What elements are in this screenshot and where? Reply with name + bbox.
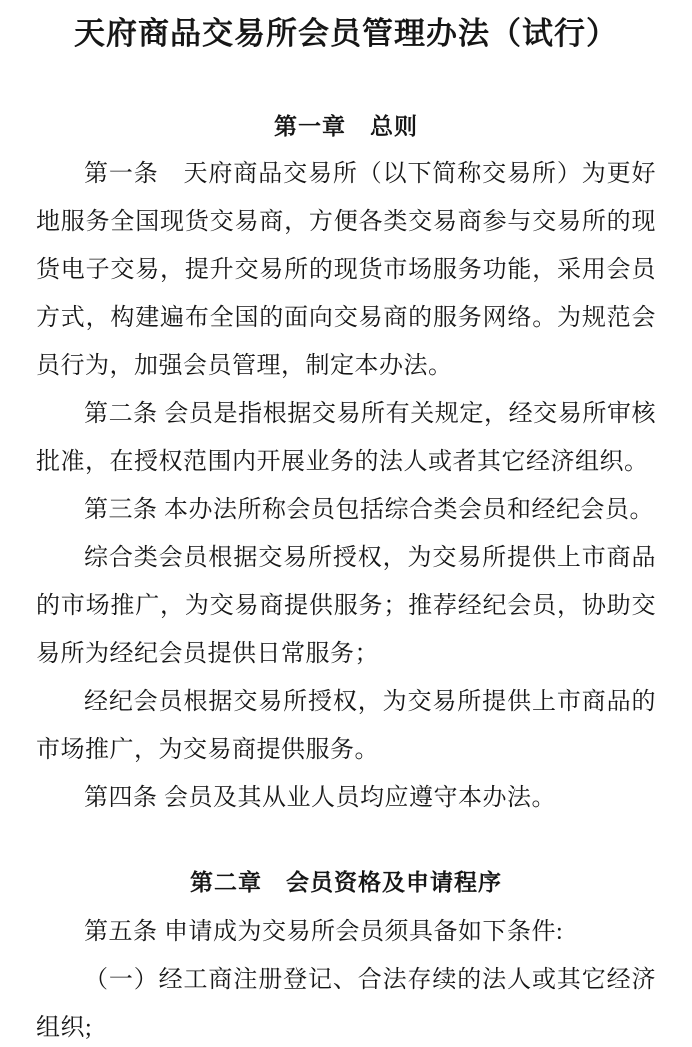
paragraph-broker-members: 经纪会员根据交易所授权，为交易所提供上市商品的市场推广，为交易商提供服务。 <box>36 689 656 763</box>
section-chapter-2 <box>36 866 656 1047</box>
paragraph-article-1: 第一条 天府商品交易所（以下简称交易所）为更好地服务全国现货交易商，方便各类交易商参与交易所的现货电子交易，提升交易所的现货市场服务功能，采用会员方式，构建遍布全国的面向交易商的服务网络。为规范会员行为，加强会员管理，制定本办法。 <box>36 161 656 379</box>
paragraph-article-2: 第二条 会员是指根据交易所有关规定，经交易所审核批准，在授权范围内开展业务的法人或者其它经济组织。 <box>36 401 656 475</box>
paragraph-article-5: 第五条 申请成为交易所会员须具备如下条件: <box>84 919 564 945</box>
chapter-1-heading: 第一章 总则 <box>274 114 418 139</box>
document-title: 天府商品交易所会员管理办法（试行） <box>74 16 618 51</box>
chapter-1-body <box>36 150 656 822</box>
chapter-2-body <box>36 908 656 1047</box>
paragraph-article-3: 第三条 本办法所称会员包括综合类会员和经纪会员。 <box>84 497 654 523</box>
section-chapter-1 <box>36 112 656 822</box>
paragraph-condition-1: （一）经工商注册登记、合法存续的法人或其它经济组织; <box>36 967 656 1041</box>
paragraph-comprehensive-members: 综合类会员根据交易所授权，为交易所提供上市商品的市场推广，为交易商提供服务；推荐经纪会员，协助交易所为经纪会员提供日常服务； <box>36 545 656 667</box>
paragraph-article-4: 第四条 会员及其从业人员均应遵守本办法。 <box>84 785 556 811</box>
chapter-2-heading: 第二章 会员资格及申请程序 <box>190 869 502 895</box>
